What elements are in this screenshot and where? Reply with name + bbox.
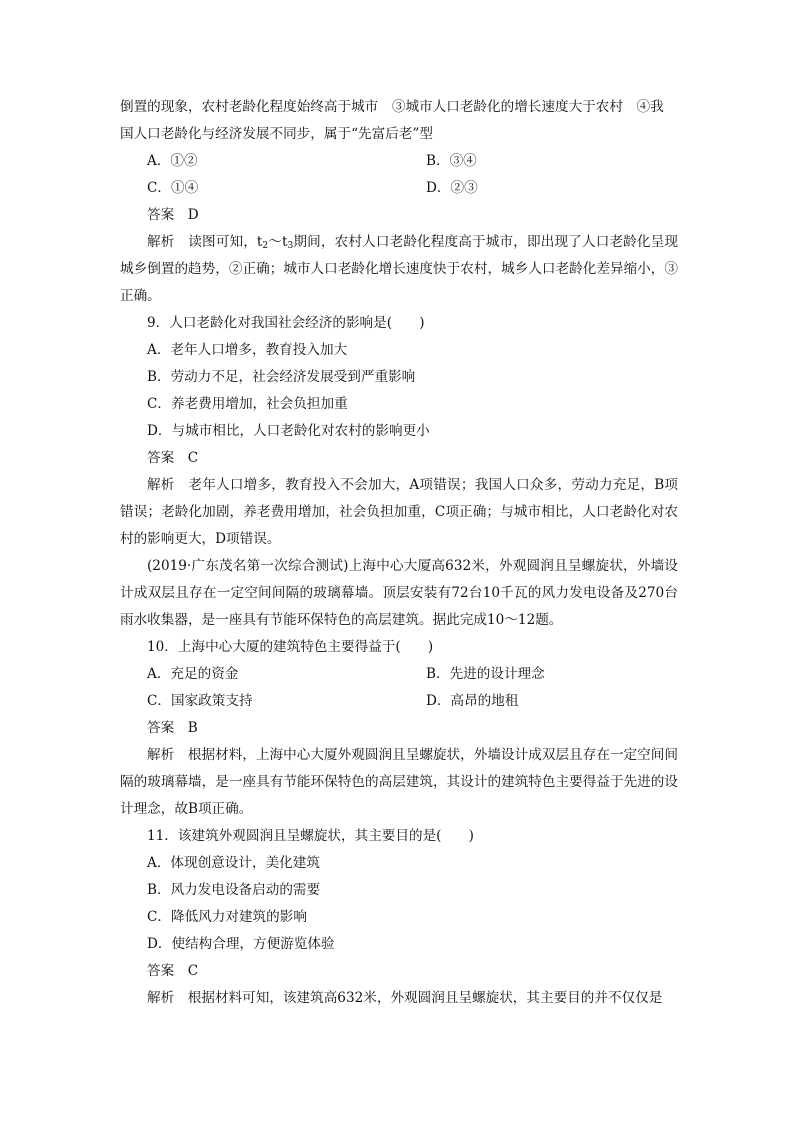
- q11-option-c: C．降低风力对建筑的影响: [147, 909, 307, 925]
- q8-sub-1: 2: [262, 241, 269, 251]
- q10-analysis: 解析 根据材料，上海中心大厦外观圆润且呈螺旋状，外墙设计成双层且存在一定空间间隔的玻璃幕墙，是一座具有节能环保特色的高层建筑，其设计的建筑特色主要得益于先进的设计理念，故B项正确。: [120, 747, 678, 817]
- q11-stem: 11．该建筑外观圆润且呈螺旋状，其主要目的是( ): [147, 828, 474, 844]
- q8-analysis-part-b: ～t: [268, 234, 288, 250]
- intro-line-1: 倒置的现象，农村老龄化程度始终高于城市 ③城市人口老龄化的增长速度大于农村 ④我: [120, 99, 664, 115]
- q10-options-row-1: [120, 661, 678, 688]
- q10-option-b: B．先进的设计理念: [426, 666, 545, 682]
- q9-answer: 答案 C: [147, 450, 199, 466]
- q8-sub-2: 3: [287, 241, 294, 251]
- q11-answer: 答案 C: [147, 963, 199, 979]
- q8-answer: 答案 D: [147, 207, 199, 223]
- q8-option-a: A．①②: [147, 153, 198, 169]
- q8-options-row-1: [120, 148, 678, 175]
- q9-analysis: 解析 老年人口增多，教育投入不会加大，A项错误；我国人口众多，劳动力充足，B项错误；老龄化加剧，养老费用增加，社会负担加重，C项正确；与城市相比，人口老龄化对农村的影响更大，D项错误。: [120, 477, 678, 547]
- q11-option-a: A．体现创意设计，美化建筑: [147, 855, 320, 871]
- document-page: [120, 94, 678, 1012]
- q10-option-a: A．充足的资金: [147, 666, 239, 682]
- q10-answer: 答案 B: [147, 720, 198, 736]
- q8-analysis-part-c: 期间，农村人口老龄化程度高于城市，即出现了人口老龄化呈现城乡倒置的趋势，②正确；城市人口老龄化增长速度快于农村，城乡人口老龄化差异缩小，③正确。: [120, 234, 679, 304]
- q8-option-d: D．②③: [426, 180, 478, 196]
- q10-options-row-2: [120, 688, 678, 715]
- material-paragraph: (2019·广东茂名第一次综合测试)上海中心大厦高632米，外观圆润且呈螺旋状，外墙设计成双层且存在一定空间间隔的玻璃幕墙。顶层安装有72台10千瓦的风力发电设备及270台雨水收集器，是一座具有节能环保特色的高层建筑。据此完成10～12题。: [120, 558, 678, 628]
- q10-option-d: D．高昂的地租: [426, 693, 519, 709]
- q11-option-d: D．使结构合理，方便游览体验: [147, 936, 335, 952]
- q9-option-d: D．与城市相比，人口老龄化对农村的影响更小: [147, 423, 430, 439]
- q8-analysis-part-a: 解析 读图可知，t: [147, 234, 263, 250]
- q8-options-row-2: [120, 175, 678, 202]
- q8-analysis: [120, 229, 678, 310]
- intro-line-2: 国人口老龄化与经济发展不同步，属于“先富后老”型: [120, 126, 433, 142]
- q11-option-b: B．风力发电设备启动的需要: [147, 882, 321, 898]
- q9-option-c: C．养老费用增加，社会负担加重: [147, 396, 348, 412]
- intro-continuation: [120, 94, 678, 148]
- q10-stem: 10．上海中心大厦的建筑特色主要得益于( ): [147, 639, 434, 655]
- q8-option-c: C．①④: [147, 180, 199, 196]
- q11-analysis: 解析 根据材料可知，该建筑高632米，外观圆润且呈螺旋状，其主要目的并不仅仅是: [147, 990, 663, 1006]
- q9-option-b: B．劳动力不足，社会经济发展受到严重影响: [147, 369, 416, 385]
- q9-stem: 9．人口老龄化对我国社会经济的影响是( ): [147, 315, 425, 331]
- q9-option-a: A．老年人口增多，教育投入加大: [147, 342, 348, 358]
- q10-option-c: C．国家政策支持: [147, 693, 253, 709]
- q8-option-b: B．③④: [426, 153, 477, 169]
